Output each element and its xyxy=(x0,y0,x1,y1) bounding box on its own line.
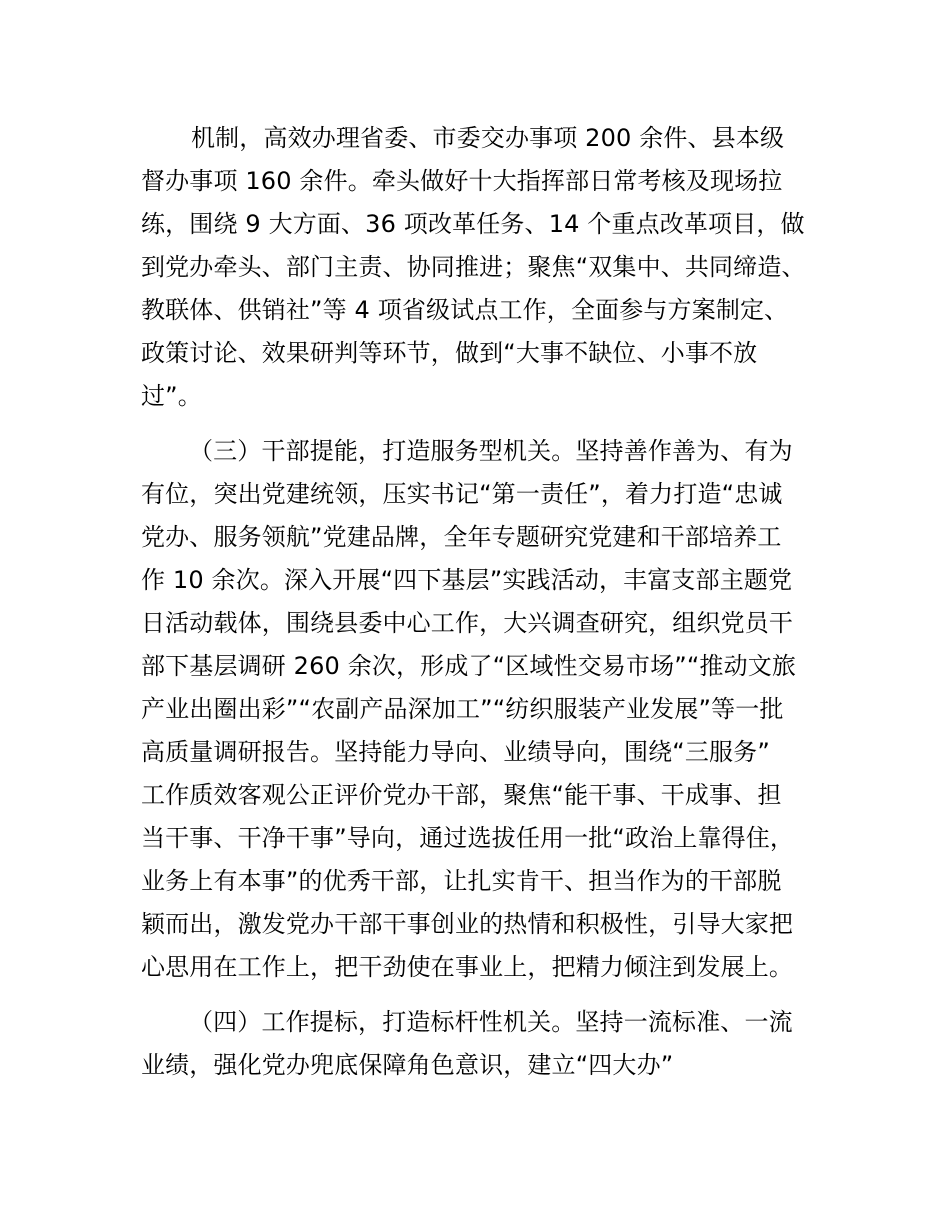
text-line: 督办事项 160 余件。牵头做好十大指挥部日常考核及现场拉 xyxy=(141,167,783,195)
text-line: 业务上有本事”的优秀干部，让扎实肯干、担当作为的干部脱 xyxy=(141,867,782,895)
text-line: 部下基层调研 260 余次，形成了“区域性交易市场”“推动文旅 xyxy=(141,652,797,680)
section-heading-line: （四）工作提标，打造标杆性机关。坚持一流标准、一流 xyxy=(189,1008,793,1036)
text-line: 当干事、干净干事”导向，通过选拔任用一批“政治上靠得住， xyxy=(141,824,795,852)
text-line: 过”。 xyxy=(141,382,202,410)
section-heading-line: （三）干部提能，打造服务型机关。坚持善作善为、有为 xyxy=(189,437,793,465)
text-line: 党办、服务领航”党建品牌，全年专题研究党建和干部培养工 xyxy=(141,523,782,551)
text-line: 教联体、供销社”等 4 项省级试点工作，全面参与方案制定、 xyxy=(141,296,789,324)
text-line: 作 10 余次。深入开展“四下基层”实践活动，丰富支部主题党 xyxy=(141,566,793,594)
text-line: 有位，突出党建统领，压实书记“第一责任”，着力打造“忠诚 xyxy=(141,480,783,508)
text-line: 练，围绕 9 大方面、36 项改革任务、14 个重点改革项目，做 xyxy=(141,210,805,238)
text-line: 机制，高效办理省委、市委交办事项 200 余件、县本级 xyxy=(191,124,785,152)
text-line: 工作质效客观公正评价党办干部，聚焦“能干事、干成事、担 xyxy=(141,781,782,809)
text-line: 政策讨论、效果研判等环节，做到“大事不缺位、小事不放 xyxy=(141,339,758,367)
text-line: 颖而出，激发党办干部干事创业的热情和积极性，引导大家把 xyxy=(141,910,794,938)
text-line: 业绩，强化党办兜底保障角色意识，建立“四大办” xyxy=(141,1051,674,1079)
text-line: 产业出圈出彩”“农副产品深加工”“纺织服装产业发展”等一批 xyxy=(141,695,784,723)
text-line: 高质量调研报告。坚持能力导向、业绩导向，围绕“三服务” xyxy=(141,738,770,766)
text-line: 日活动载体，围绕县委中心工作，大兴调查研究，组织党员干 xyxy=(141,609,794,637)
text-line: 心思用在工作上，把干劲使在事业上，把精力倾注到发展上。 xyxy=(141,953,794,981)
text-line: 到党办牵头、部门主责、协同推进；聚焦“双集中、共同缔造、 xyxy=(141,253,806,281)
